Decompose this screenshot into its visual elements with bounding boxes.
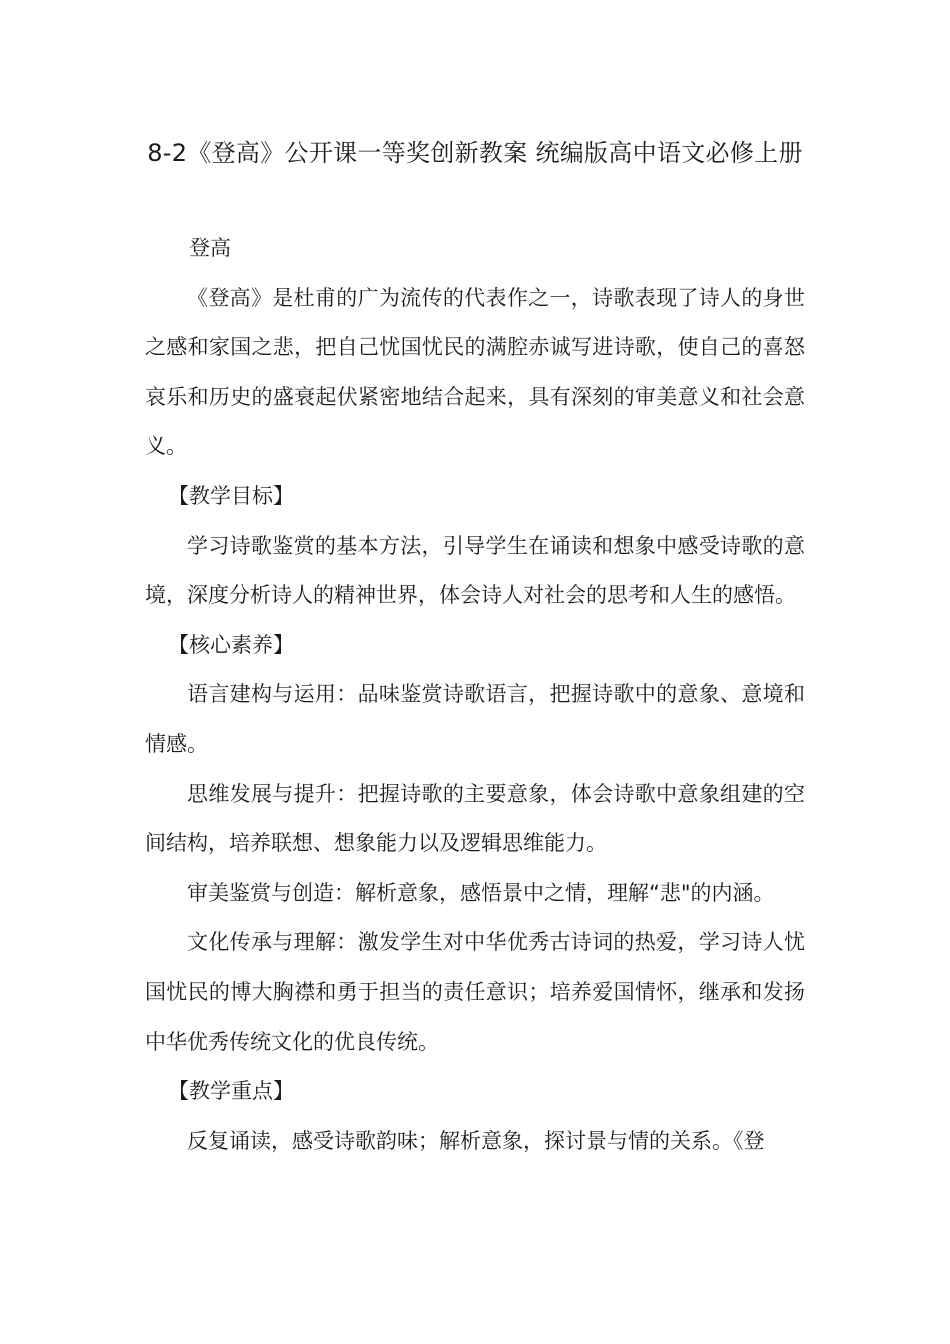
core-literacy-aesthetics-paragraph: 审美鉴赏与创造：解析意象，感悟景中之情，理解“悲"的内涵。 bbox=[187, 880, 775, 905]
section-heading-teaching-focus: 【教学重点】 bbox=[168, 1079, 294, 1104]
core-literacy-culture-paragraph: 文化传承与理解：激发学生对中华优秀古诗词的热爱，学习诗人忧国忧民的博大胸襟和勇于担当的责任意识；培养爱国情怀，继承和发扬中华优秀传统文化的优良传统。 bbox=[145, 930, 805, 1054]
section-heading-teaching-goals: 【教学目标】 bbox=[168, 483, 294, 508]
teaching-focus-paragraph: 反复诵读，感受诗歌韵味；解析意象，探讨景与情的关系。《登 bbox=[187, 1128, 765, 1153]
core-literacy-language-paragraph: 语言建构与运用：品味鉴赏诗歌语言，把握诗歌中的意象、意境和情感。 bbox=[145, 682, 805, 756]
section-heading-core-literacy: 【核心素养】 bbox=[168, 632, 294, 657]
teaching-goals-paragraph: 学习诗歌鉴赏的基本方法，引导学生在诵读和想象中感受诗歌的意境，深度分析诗人的精神世界，体会诗人对社会的思考和人生的感悟。 bbox=[145, 533, 805, 608]
core-literacy-thinking-paragraph: 思维发展与提升：把握诗歌的主要意象，体会诗歌中意象组建的空间结构，培养联想、想象能力以及逻辑思维能力。 bbox=[145, 781, 805, 856]
poem-subtitle: 登高 bbox=[189, 236, 231, 260]
document-title: 8-2《登高》公开课一等奖创新教案 统编版高中语文必修上册 bbox=[147, 139, 803, 167]
document-body bbox=[145, 224, 805, 1166]
intro-paragraph: 《登高》是杜甫的广为流传的代表作之一，诗歌表现了诗人的身世之感和家国之悲，把自己忧国忧民的满腔赤诚写进诗歌，使自己的喜怒哀乐和历史的盛衰起伏紧密地结合起来，具有深刻的审美意义和社会意义。 bbox=[145, 285, 805, 459]
